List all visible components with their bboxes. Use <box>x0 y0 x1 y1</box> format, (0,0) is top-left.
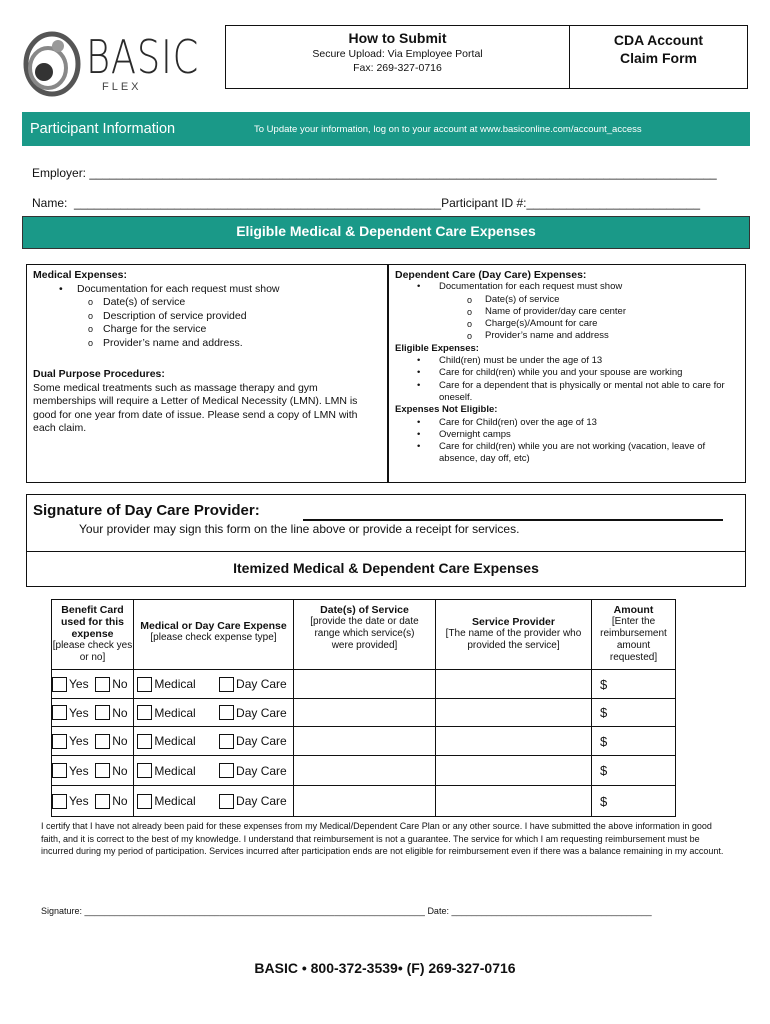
medical-checkbox[interactable] <box>137 763 152 778</box>
no-label: No <box>112 677 128 691</box>
dependent-care-box <box>388 264 746 483</box>
medical-label: Medical <box>154 763 196 778</box>
medical-checkbox[interactable] <box>137 794 152 809</box>
how-to-submit-title: How to Submit <box>348 30 447 46</box>
provider-cell[interactable] <box>436 786 592 817</box>
name-blank: _______________________________________________________ <box>70 196 442 210</box>
day-care-label: Day Care <box>236 763 287 778</box>
signature-blank[interactable]: ____________________________________________________________________ <box>84 906 425 916</box>
provider-signature-title: Signature of Day Care Provider: <box>33 502 260 519</box>
amount-header: Amount [Enter the reimbursement amount requested] <box>592 600 676 670</box>
dates-header: Date(s) of Service [provide the date or date range which service(s) were provided] <box>294 600 436 670</box>
how-to-submit-box <box>225 25 570 89</box>
secure-upload-text: Secure Upload: Via Employee Portal <box>312 48 483 60</box>
day-care-label: Day Care <box>236 794 287 808</box>
footer-contact: BASIC • 800-372-3539• (F) 269-327-0716 <box>254 960 516 976</box>
no-checkbox[interactable] <box>95 794 110 809</box>
form-title-box <box>570 25 748 89</box>
day-care-label: Day Care <box>236 705 287 720</box>
participant-id-label: Participant ID #: <box>441 196 527 210</box>
fax-text: Fax: 269-327-0716 <box>353 62 442 74</box>
medical-expenses-box <box>26 264 388 483</box>
dates-cell[interactable] <box>294 786 436 817</box>
dates-cell[interactable] <box>294 670 436 699</box>
not-eligible-item: • Overnight camps <box>395 429 739 441</box>
dependent-sub-item: o Name of provider/day care center <box>395 306 739 318</box>
amount-cell[interactable]: $ <box>592 670 676 699</box>
yes-checkbox[interactable] <box>52 734 67 749</box>
eligible-item: • Child(ren) must be under the age of 13 <box>395 355 739 367</box>
not-eligible-item: • Care for child(ren) while you are not working (vacation, leave of absence, day off, etc) <box>395 441 739 466</box>
amount-cell[interactable]: $ <box>592 786 676 817</box>
employer-label: Employer: <box>32 166 87 180</box>
provider-header: Service Provider [The name of the provider who provided the service] <box>436 600 592 670</box>
table-row <box>52 699 676 727</box>
form-title-line1: CDA Account <box>613 32 704 48</box>
yes-checkbox[interactable] <box>52 677 67 692</box>
participant-info-bar <box>22 112 750 146</box>
medical-label: Medical <box>154 734 196 748</box>
name-label: Name: <box>32 196 68 210</box>
no-label: No <box>112 705 128 720</box>
provider-cell[interactable] <box>436 756 592 786</box>
no-checkbox[interactable] <box>95 734 110 749</box>
no-checkbox[interactable] <box>95 677 110 692</box>
employer-field[interactable] <box>32 166 732 180</box>
dependent-sub-item: o Provider’s name and address <box>395 330 739 342</box>
no-label: No <box>112 763 128 778</box>
yes-checkbox[interactable] <box>52 705 67 720</box>
yes-checkbox[interactable] <box>52 794 67 809</box>
no-checkbox[interactable] <box>95 763 110 778</box>
table-row <box>52 756 676 786</box>
participant-update-note: To Update your information, log on to your account at www.basiconline.com/account_access <box>254 123 642 135</box>
participant-id-blank: __________________________ <box>526 196 700 210</box>
signature-row <box>41 906 652 916</box>
day-care-checkbox[interactable] <box>219 794 234 809</box>
day-care-checkbox[interactable] <box>219 734 234 749</box>
dates-cell[interactable] <box>294 699 436 727</box>
table-row <box>52 727 676 756</box>
participant-info-title: Participant Information <box>30 121 176 137</box>
yes-checkbox[interactable] <box>52 763 67 778</box>
table-row <box>52 670 676 699</box>
dates-cell[interactable] <box>294 756 436 786</box>
dual-purpose-text: Some medical treatments such as massage therapy and gym memberships will require a Letter of Medical Necessity (LMN). LMN is good for one year from date of issue. Please send a copy of LMN with each claim. <box>33 381 358 434</box>
medical-label: Medical <box>154 677 196 691</box>
day-care-label: Day Care <box>236 734 287 748</box>
eligible-heading: Eligible Expenses: <box>395 342 479 354</box>
name-field[interactable] <box>32 196 722 210</box>
itemized-expenses-table <box>51 599 676 817</box>
certification-text: I certify that I have not already been paid for these expenses from my Medical/Dependent Care Plan or any other source. I have submitted the above information in good faith, and it is correct to the best of my knowledge. I understand that reimbursement is not a guarantee. The service for which I am requesting reimbursement must be incurred during my period of participation. Services incurred after participation ends are not eligible for reimbursement even if there was a balance remaining in my account. <box>41 821 724 856</box>
logo-swirl-icon <box>22 26 92 101</box>
medical-label: Medical <box>154 794 196 808</box>
medical-sub-item: o Provider’s name and address. <box>33 337 381 351</box>
provider-signature-note: Your provider may sign this form on the line above or provide a receipt for services. <box>79 522 520 536</box>
benefit-card-header: Benefit Card used for this expense [please check yes or no] <box>52 600 134 670</box>
provider-signature-line[interactable] <box>303 519 723 521</box>
yes-label: Yes <box>69 734 89 748</box>
logo-sub: FLEX <box>102 81 142 93</box>
signature-label: Signature: <box>41 906 83 916</box>
amount-cell[interactable]: $ <box>592 727 676 756</box>
amount-cell[interactable]: $ <box>592 699 676 727</box>
medical-sub-item: o Description of service provided <box>33 310 381 324</box>
medical-label: Medical <box>154 705 196 720</box>
logo-word: BASIC <box>86 30 200 84</box>
provider-cell[interactable] <box>436 699 592 727</box>
eligible-item: • Care for child(ren) while you and your spouse are working <box>395 367 739 379</box>
basic-flex-logo <box>22 26 200 101</box>
dates-cell[interactable] <box>294 727 436 756</box>
medical-checkbox[interactable] <box>137 705 152 720</box>
provider-signature-box <box>26 494 746 552</box>
day-care-checkbox[interactable] <box>219 705 234 720</box>
table-row <box>52 786 676 817</box>
not-eligible-heading: Expenses Not Eligible: <box>395 404 498 416</box>
no-checkbox[interactable] <box>95 705 110 720</box>
medical-checkbox[interactable] <box>137 734 152 749</box>
eligible-item: • Care for a dependent that is physically or mental not able to care for oneself. <box>395 380 739 405</box>
medical-doc-bullet: • Documentation for each request must show <box>33 283 381 297</box>
yes-label: Yes <box>69 794 89 808</box>
medical-sub-item: o Date(s) of service <box>33 296 381 310</box>
no-label: No <box>112 734 128 748</box>
medical-sub-item: o Charge for the service <box>33 323 381 337</box>
not-eligible-item: • Care for Child(ren) over the age of 13 <box>395 417 739 429</box>
day-care-checkbox[interactable] <box>219 763 234 778</box>
yes-label: Yes <box>69 677 89 691</box>
employer-blank: ______________________________________________________________________________________________ <box>89 166 717 180</box>
medical-checkbox[interactable] <box>137 677 152 692</box>
yes-label: Yes <box>69 763 89 778</box>
itemized-expenses-bar: Itemized Medical & Dependent Care Expenses <box>26 552 746 587</box>
form-title-line2: Claim Form <box>619 50 697 66</box>
table-header-row <box>52 600 676 670</box>
medical-heading: Medical Expenses: <box>33 269 127 281</box>
dependent-doc-bullet: • Documentation for each request must show <box>395 281 739 293</box>
provider-cell[interactable] <box>436 727 592 756</box>
date-blank[interactable]: ________________________________________ <box>451 906 652 916</box>
dependent-heading: Dependent Care (Day Care) Expenses: <box>395 269 587 281</box>
dependent-sub-item: o Charge(s)/Amount for care <box>395 318 739 330</box>
day-care-label: Day Care <box>236 677 287 691</box>
no-label: No <box>112 794 128 808</box>
date-label: Date: <box>427 906 449 916</box>
day-care-checkbox[interactable] <box>219 677 234 692</box>
amount-cell[interactable]: $ <box>592 756 676 786</box>
expense-type-header: Medical or Day Care Expense [please check expense type] <box>134 600 294 670</box>
dual-purpose-heading: Dual Purpose Procedures: <box>33 368 165 380</box>
yes-label: Yes <box>69 705 89 720</box>
dependent-sub-item: o Date(s) of service <box>395 294 739 306</box>
eligible-expenses-bar: Eligible Medical & Dependent Care Expenses <box>22 216 750 249</box>
provider-cell[interactable] <box>436 670 592 699</box>
